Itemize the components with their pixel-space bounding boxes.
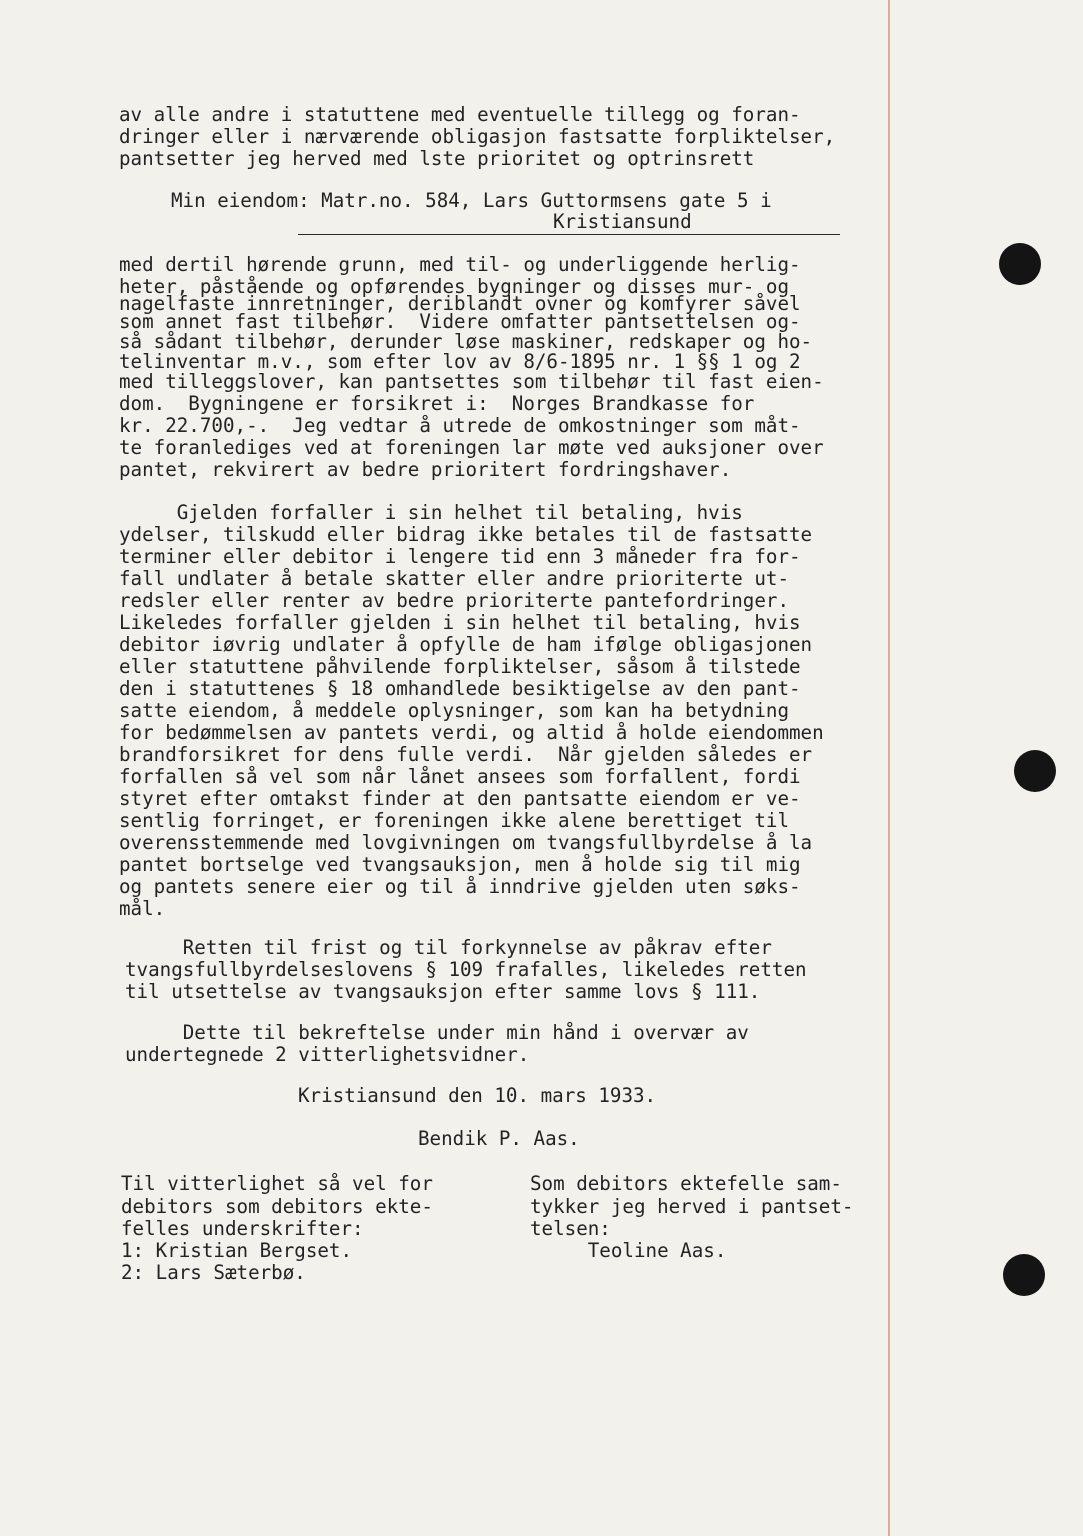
text-line: satte eiendom, å meddele oplysninger, som kan ha betydning <box>119 699 790 722</box>
text-line: forfallen så vel som når lånet ansees som forfallent, fordi <box>119 765 801 788</box>
punch-hole-top <box>999 243 1041 285</box>
property-underline <box>298 234 840 235</box>
text-line: til utsettelse av tvangsauksjon efter samme lovs § 111. <box>125 980 761 1003</box>
text-line: brandforsikret for dens fulle verdi. Når gjelden således er <box>119 743 813 766</box>
text-line: terminer eller debitor i lengere tid enn 3 måneder fra for- <box>119 545 801 568</box>
text-line: Gjelden forfaller i sin helhet til betaling, hvis <box>119 501 743 524</box>
text-line: tvangsfullbyrdelseslovens § 109 frafalles, likeledes retten <box>125 958 807 981</box>
text-line: styret efter omtakst finder at den pantsatte eiendom er ve- <box>119 787 801 810</box>
spouse-consent-line: telsen: <box>530 1217 611 1240</box>
text-line: med dertil hørende grunn, med til- og underliggende herlig- <box>119 253 801 276</box>
text-line: eller statuttene påhvilende forpliktelser, såsom å tilstede <box>119 655 801 678</box>
text-line: telinventar m.v., som efter lov av 8/6-1895 nr. 1 §§ 1 og 2 <box>119 350 801 373</box>
text-line: pantet, rekvirert av bedre prioritert fordringshaver. <box>119 458 732 481</box>
text-line: og pantets senere eier og til å inndrive gjelden uten søks- <box>119 875 801 898</box>
property-line-1: Min eiendom: Matr.no. 584, Lars Guttormsens gate 5 i <box>171 189 772 212</box>
text-line: pantet bortselge ved tvangsauksjon, men å holde sig til mig <box>119 853 801 876</box>
text-line: fall undlater å betale skatter eller andre prioriterte ut- <box>119 567 790 590</box>
text-line: den i statuttenes § 18 omhandlede besiktigelse av den pant- <box>119 677 801 700</box>
text-line: overensstemmende med lovgivningen om tvangsfullbyrdelse å la <box>119 831 813 854</box>
text-line: med tilleggslover, kan pantsettes som tilbehør til fast eien- <box>119 370 824 393</box>
text-line: ydelser, tilskudd eller bidrag ikke betales til de fastsatte <box>119 523 813 546</box>
punch-hole-bottom <box>1003 1254 1045 1296</box>
punch-hole-middle <box>1014 750 1056 792</box>
spouse-consent-line: Som debitors ektefelle sam- <box>530 1172 842 1195</box>
text-line: pantsetter jeg herved med lste prioritet og optrinsrett <box>119 147 755 170</box>
property-line-2: Kristiansund <box>553 210 692 233</box>
text-line: så sådant tilbehør, derunder løse maskiner, redskaper og ho- <box>119 330 813 353</box>
text-line: Dette til bekreftelse under min hånd i overvær av <box>125 1021 749 1044</box>
witness-line: Til vitterlighet så vel for <box>121 1172 433 1195</box>
witness-line: felles underskrifter: <box>121 1217 364 1240</box>
witness-line: debitors som debitors ekte- <box>121 1195 433 1218</box>
spouse-consent-line: tykker jeg herved i pantset- <box>530 1195 854 1218</box>
text-line: debitor iøvrig undlater å opfylle de ham ifølge obligasjonen <box>119 633 813 656</box>
text-line: nagelfaste innretninger, deriblandt ovner og komfyrer såvel <box>119 292 801 315</box>
text-line: kr. 22.700,-. Jeg vedtar å utrede de omkostninger som måt- <box>119 414 801 437</box>
signer-name: Bendik P. Aas. <box>418 1127 580 1150</box>
text-line: dom. Bygningene er forsikret i: Norges Brandkasse for <box>119 392 755 415</box>
margin-rule <box>888 0 890 1536</box>
text-line: redsler eller renter av bedre prioriterte pantefordringer. <box>119 589 790 612</box>
text-line: mål. <box>119 897 166 920</box>
text-line: undertegnede 2 vitterlighetsvidner. <box>125 1043 530 1066</box>
spouse-consent-line: Teoline Aas. <box>530 1239 727 1262</box>
text-line: heter, påstående og opførendes bygninger og disses mur- og <box>119 275 790 298</box>
witness-line: 1: Kristian Bergset. <box>121 1239 353 1262</box>
text-line: dringer eller i nærværende obligasjon fastsatte forpliktelser, <box>119 125 836 148</box>
witness-line: 2: Lars Sæterbø. <box>121 1261 306 1284</box>
text-line: av alle andre i statuttene med eventuelle tillegg og foran- <box>119 103 801 126</box>
text-line: for bedømmelsen av pantets verdi, og altid å holde eiendommen <box>119 721 824 744</box>
text-line: sentlig forringet, er foreningen ikke alene berettiget til <box>119 809 790 832</box>
place-date: Kristiansund den 10. mars 1933. <box>298 1084 657 1107</box>
text-line: Likeledes forfaller gjelden i sin helhet til betaling, hvis <box>119 611 801 634</box>
text-line: Retten til frist og til forkynnelse av påkrav efter <box>125 936 772 959</box>
text-line: te foranlediges ved at foreningen lar møte ved auksjoner over <box>119 436 824 459</box>
text-line: som annet fast tilbehør. Videre omfatter pantsettelsen og- <box>119 310 801 333</box>
